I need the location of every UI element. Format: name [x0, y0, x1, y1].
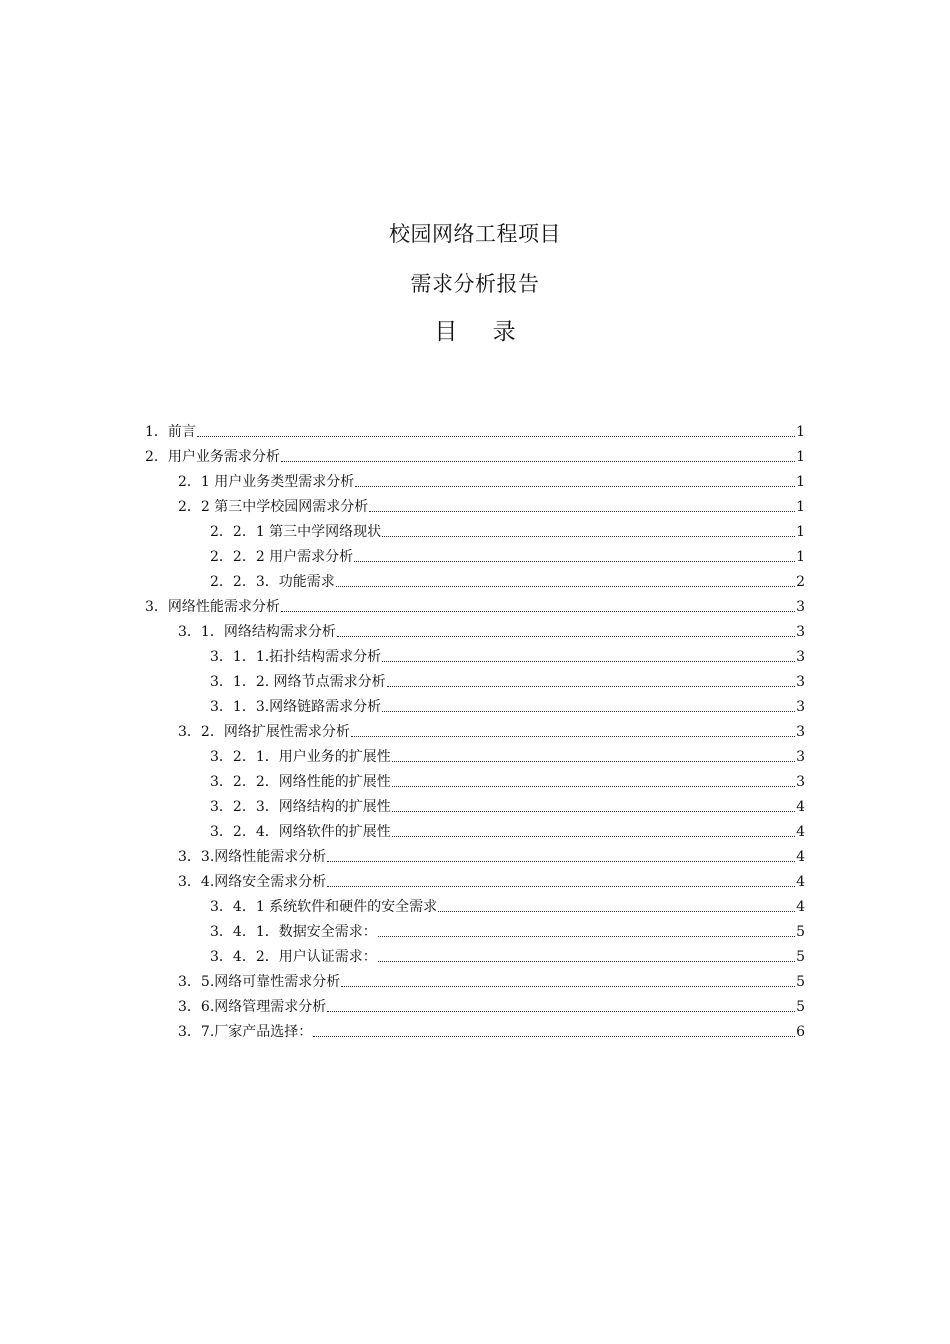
- toc-entry-title: 1．前言: [145, 424, 196, 440]
- toc-entry-title: 3．1．网络结构需求分析: [178, 624, 336, 640]
- toc-entry[interactable]: [0, 866, 950, 891]
- toc-entry-title: 2．用户业务需求分析: [145, 449, 280, 465]
- toc-entry-page-number: 1: [796, 449, 805, 465]
- toc-dot-leader: [382, 661, 795, 662]
- toc-dot-leader: [382, 536, 795, 537]
- toc-entry[interactable]: [0, 816, 950, 841]
- toc-dot-leader: [382, 711, 795, 712]
- toc-dot-leader: [392, 836, 795, 837]
- toc-entry-page-number: 1: [796, 524, 805, 540]
- toc-dot-leader: [392, 761, 795, 762]
- toc-entry[interactable]: [0, 416, 950, 441]
- toc-dot-leader: [378, 961, 795, 962]
- toc-dot-leader: [387, 686, 795, 687]
- toc-entry-page-number: 4: [796, 824, 805, 840]
- toc-entry-page-number: 3: [796, 624, 805, 640]
- toc-entry[interactable]: [0, 691, 950, 716]
- toc-dot-leader: [313, 1036, 795, 1037]
- toc-entry[interactable]: [0, 491, 950, 516]
- toc-entry[interactable]: [0, 566, 950, 591]
- table-of-contents: [0, 416, 950, 1041]
- toc-entry-page-number: 3: [796, 649, 805, 665]
- toc-entry-page-number: 3: [796, 774, 805, 790]
- toc-entry[interactable]: [0, 716, 950, 741]
- toc-dot-leader: [369, 511, 795, 512]
- toc-entry-page-number: 3: [796, 699, 805, 715]
- toc-dot-leader: [351, 736, 795, 737]
- toc-entry-page-number: 1: [796, 474, 805, 490]
- toc-heading: 目 录: [434, 319, 530, 345]
- toc-entry[interactable]: [0, 741, 950, 766]
- toc-entry[interactable]: [0, 641, 950, 666]
- toc-entry[interactable]: [0, 991, 950, 1016]
- toc-entry-page-number: 4: [796, 899, 805, 915]
- toc-entry-title: 3．7.厂家产品选择：: [178, 1024, 313, 1040]
- toc-dot-leader: [354, 561, 795, 562]
- toc-dot-leader: [438, 911, 795, 912]
- toc-entry[interactable]: [0, 941, 950, 966]
- document-title: 校园网络工程项目: [389, 222, 561, 246]
- toc-entry-title: 3．5.网络可靠性需求分析: [178, 974, 341, 990]
- toc-entry-page-number: 3: [796, 674, 805, 690]
- toc-dot-leader: [327, 886, 795, 887]
- toc-entry-title: 2．2．3．功能需求: [210, 574, 335, 590]
- toc-entry-title: 3．4.网络安全需求分析: [178, 874, 327, 890]
- toc-entry-page-number: 1: [796, 499, 805, 515]
- toc-entry-page-number: 1: [796, 549, 805, 565]
- toc-entry[interactable]: [0, 441, 950, 466]
- toc-entry[interactable]: [0, 841, 950, 866]
- toc-entry[interactable]: [0, 766, 950, 791]
- toc-entry-title: 2．2 第三中学校园网需求分析: [178, 499, 369, 515]
- toc-entry[interactable]: [0, 791, 950, 816]
- toc-dot-leader: [197, 436, 795, 437]
- toc-entry-title: 3．4．1 系统软件和硬件的安全需求: [210, 899, 438, 915]
- toc-dot-leader: [327, 1011, 795, 1012]
- toc-entry-title: 3．2．1．用户业务的扩展性: [210, 749, 391, 765]
- toc-entry-page-number: 5: [796, 949, 805, 965]
- toc-entry[interactable]: [0, 591, 950, 616]
- toc-entry[interactable]: [0, 516, 950, 541]
- toc-dot-leader: [281, 611, 795, 612]
- toc-entry-page-number: 1: [796, 424, 805, 440]
- toc-dot-leader: [355, 486, 795, 487]
- toc-dot-leader: [392, 811, 795, 812]
- toc-dot-leader: [337, 636, 795, 637]
- toc-entry-page-number: 4: [796, 799, 805, 815]
- toc-dot-leader: [281, 461, 795, 462]
- toc-entry-title: 3．6.网络管理需求分析: [178, 999, 327, 1015]
- toc-entry-title: 3．1．2. 网络节点需求分析: [210, 674, 386, 690]
- toc-entry-page-number: 3: [796, 724, 805, 740]
- toc-entry-title: 3．网络性能需求分析: [145, 599, 280, 615]
- toc-entry-page-number: 2: [796, 574, 805, 590]
- toc-dot-leader: [392, 786, 795, 787]
- toc-entry-page-number: 4: [796, 874, 805, 890]
- toc-entry-title: 3．2．2．网络性能的扩展性: [210, 774, 391, 790]
- toc-entry-title: 3．2．4．网络软件的扩展性: [210, 824, 391, 840]
- toc-dot-leader: [378, 936, 795, 937]
- toc-entry-title: 2．2．2 用户需求分析: [210, 549, 354, 565]
- toc-entry[interactable]: [0, 916, 950, 941]
- toc-entry-page-number: 4: [796, 849, 805, 865]
- toc-entry[interactable]: [0, 466, 950, 491]
- toc-entry[interactable]: [0, 891, 950, 916]
- toc-entry-page-number: 5: [796, 999, 805, 1015]
- toc-entry-title: 3．4．2．用户认证需求：: [210, 949, 377, 965]
- toc-entry-title: 3．4．1．数据安全需求：: [210, 924, 377, 940]
- toc-dot-leader: [336, 586, 795, 587]
- toc-entry-page-number: 5: [796, 974, 805, 990]
- toc-entry[interactable]: [0, 666, 950, 691]
- toc-entry-page-number: 6: [796, 1024, 805, 1040]
- toc-entry-title: 2．1 用户业务类型需求分析: [178, 474, 355, 490]
- toc-entry-page-number: 3: [796, 749, 805, 765]
- toc-entry-title: 3．2．3．网络结构的扩展性: [210, 799, 391, 815]
- toc-entry-title: 3．1．1.拓扑结构需求分析: [210, 649, 382, 665]
- toc-entry-page-number: 3: [796, 599, 805, 615]
- toc-entry-page-number: 5: [796, 924, 805, 940]
- toc-entry-title: 2．2．1 第三中学网络现状: [210, 524, 382, 540]
- toc-entry-title: 3．3.网络性能需求分析: [178, 849, 327, 865]
- toc-entry-title: 3．2．网络扩展性需求分析: [178, 724, 350, 740]
- document-subtitle: 需求分析报告: [410, 272, 540, 296]
- toc-entry[interactable]: [0, 541, 950, 566]
- toc-entry[interactable]: [0, 1016, 950, 1041]
- toc-dot-leader: [341, 986, 795, 987]
- toc-dot-leader: [327, 861, 795, 862]
- toc-entry-title: 3．1．3.网络链路需求分析: [210, 699, 382, 715]
- toc-entry[interactable]: [0, 616, 950, 641]
- toc-entry[interactable]: [0, 966, 950, 991]
